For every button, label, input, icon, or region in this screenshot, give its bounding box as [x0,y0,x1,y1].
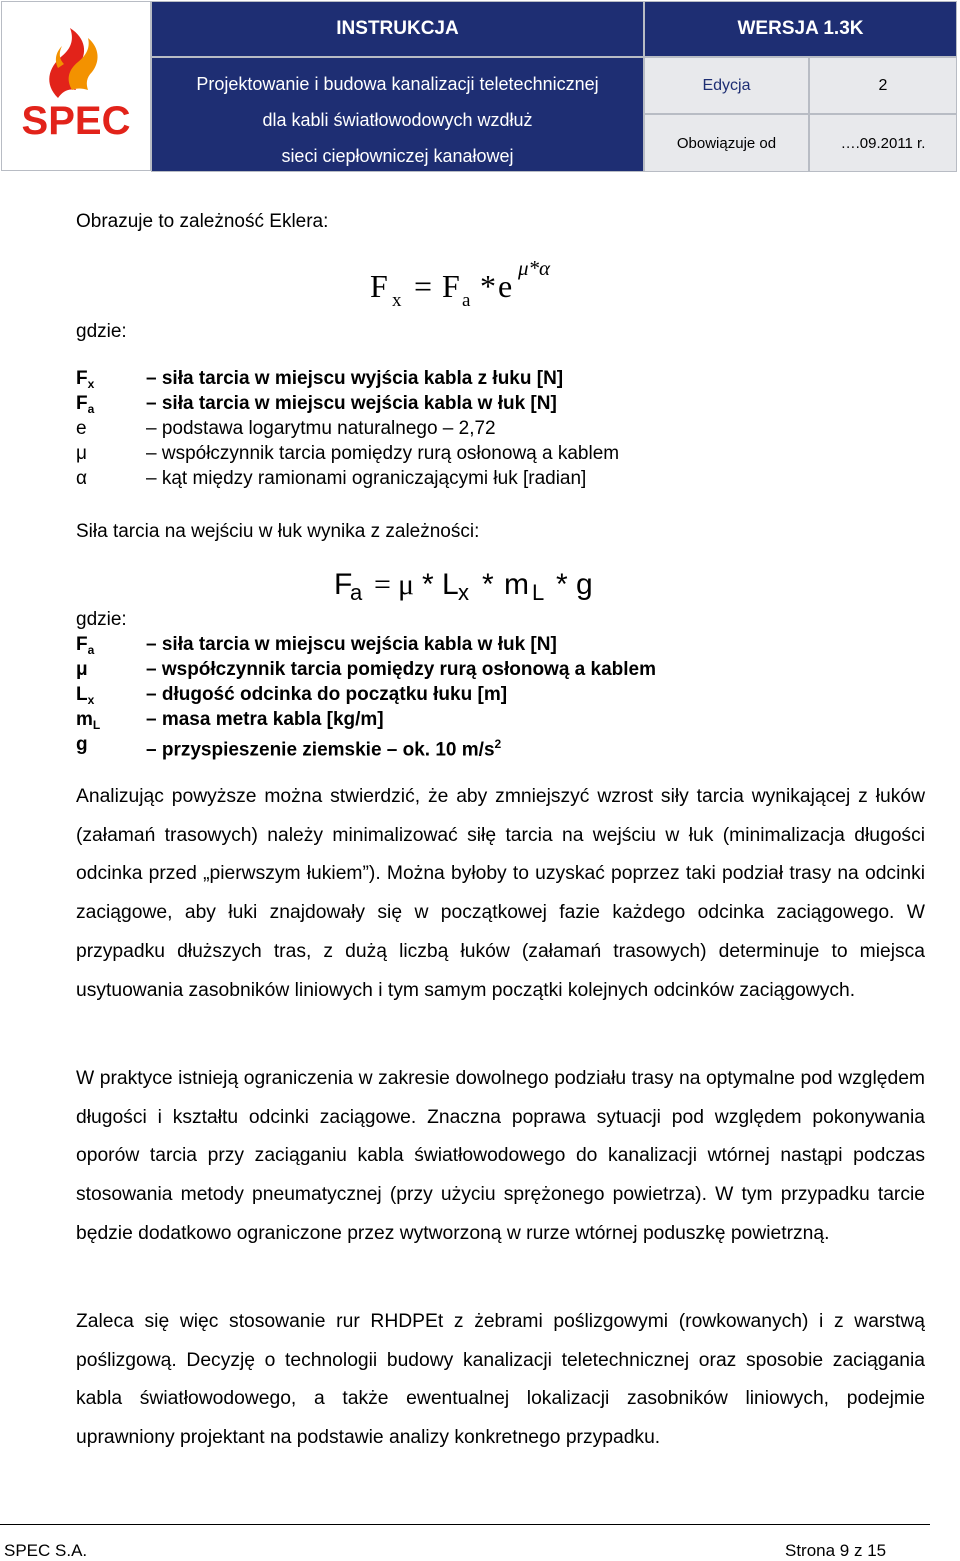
friction-formula [334,564,604,610]
definition-text: – kąt między ramionami ograniczającymi łuk [radian] [146,468,587,489]
definition-text: – współczynnik tarcia pomiędzy rurą osłonową a kablem [146,443,620,464]
footer-page-number: Strona 9 z 15 [785,1541,887,1560]
definition-symbol: e [76,418,87,439]
definition-text: – długość odcinka do początku łuku [m] [146,684,508,705]
doc-version: WERSJA 1.3K [644,1,957,57]
definition-symbol: $F_a$ [76,393,95,416]
definition-symbol: g [76,734,88,755]
definition-symbol: μ [76,659,88,680]
section1-intro: Obrazuje to zależność Eklera: [76,211,329,232]
body-paragraph: Zaleca się więc stosowanie rur RHDPEt z żebrami poślizgowymi (rowkowanych) i z warstwą poślizgową. Decyzję o technologii budowy kanalizacji teletechnicznej oraz sposobie zaciągania kabla światłowodowego, a także ewentualnej lokalizacji zasobników liniowych, podejmie uprawniony projektant na podstawie analizy konkretnego przypadku. [76,1311,925,1449]
definition-symbol: α [76,468,87,489]
edition-value: 2 [809,57,957,114]
definition-text: – współczynnik tarcia pomiędzy rurą osłonową a kablem [146,659,656,680]
flame-icon [2,2,150,170]
formula-term: μ [398,568,415,601]
definition-text: – siła tarcia w miejscu wejścia kabla w łuk [N] [146,634,557,655]
definition-text: – siła tarcia w miejscu wejścia kabla w łuk [N] [146,393,557,414]
formula-term: g [576,568,593,601]
formula-subscript: a [350,580,363,605]
footer-rule [0,1524,930,1525]
doc-title-line: dla kabli światłowodowych wzdłuż [262,110,533,130]
definition-text: – siła tarcia w miejscu wyjścia kabla z łuku [N] [146,368,564,389]
formula-subscript: L [532,580,545,605]
definition-symbol: $L_x$ [76,684,95,707]
formula-subscript: x [392,290,402,311]
edition-label: Edycja [644,57,809,114]
valid-from-label: Obowiązuje od [644,114,809,172]
formula-operator: * [482,568,494,601]
body-paragraph: Analizując powyższe można stwierdzić, że aby zmniejszyć wzrost siły tarcia wynikającej z łuków (załamań trasowych) należy minimalizować siłę tarcia na wejściu w łuk (minimalizacja długości odcinka przed „pierwszym łukiem”). Można byłoby to uzyskać poprzez taki podział trasy na odcinki zaciągowe, aby łuki znajdowały się w początkowej fazie każdego odcinka zaciągowego. W przypadku dłuższych tras, z dużą liczbą łuków (załamań trasowych) determinuje to miejsca usytuowania zasobników liniowych i tym samym początki kolejnych odcinków zaciągowych. [76,786,925,1001]
body-paragraph: W praktyce istnieją ograniczenia w zakresie dowolnego podziału trasy na optymalne pod względem długości i kształtu odcinki zaciągowe. Znaczna poprawa sytuacji pod względem pokonywania oporów tarcia przy zaciąganiu kabla światłowodowego do kanalizacji wtórnej nastąpi podczas stosowania metody pneumatycznej (przy użyciu sprężonego powietrza). W tym przypadku tarcie będzie dodatkowo ograniczone przez wytworzoną w rurze wtórnej poduszkę powietrzną. [76,1068,925,1244]
footer-company: SPEC S.A. [4,1541,88,1560]
definition-symbol: $m_L$ [76,709,101,732]
definition-symbol: $F_a$ [76,634,95,657]
valid-from-value: ….09.2011 r. [809,114,957,172]
definition-text: – przyspieszenie ziemskie – ok. 10 $m/s^2$ [146,737,502,761]
section2-where: gdzie: [76,609,127,630]
section2-intro: Siła tarcia na wejściu w łuk wynika z zależności: [76,521,480,542]
spec-logo [1,1,151,171]
formula-term: m [504,568,529,601]
definition-symbol: $F_x$ [76,368,95,391]
definition-text: – podstawa logarytmu naturalnego – 2,72 [146,418,496,439]
formula-term: e [498,268,513,304]
formula-operator: * [422,568,434,601]
formula-equals: = [414,268,433,304]
definition-symbol: μ [76,443,87,464]
formula-term: F [334,568,353,601]
doc-title [151,57,644,172]
formula-exponent: μ*α [518,256,551,280]
ekler-formula [370,256,570,312]
formula-term: L [442,568,459,601]
doc-title-line: Projektowanie i budowa kanalizacji teletechnicznej [196,74,599,94]
formula-subscript: a [462,290,471,311]
logo-wordmark: SPEC [21,99,131,143]
formula-equals: = [374,568,391,601]
definition-text: – masa metra kabla [kg/m] [146,709,384,730]
doc-type: INSTRUKCJA [151,1,644,57]
formula-operator: * [480,268,496,304]
document-header [0,0,960,172]
section1-where: gdzie: [76,321,127,342]
doc-title-line: sieci ciepłowniczej kanałowej [281,146,514,166]
formula-term: F [442,268,460,304]
formula-subscript: x [458,580,469,605]
formula-operator: * [556,568,568,601]
formula-term: F [370,268,388,304]
